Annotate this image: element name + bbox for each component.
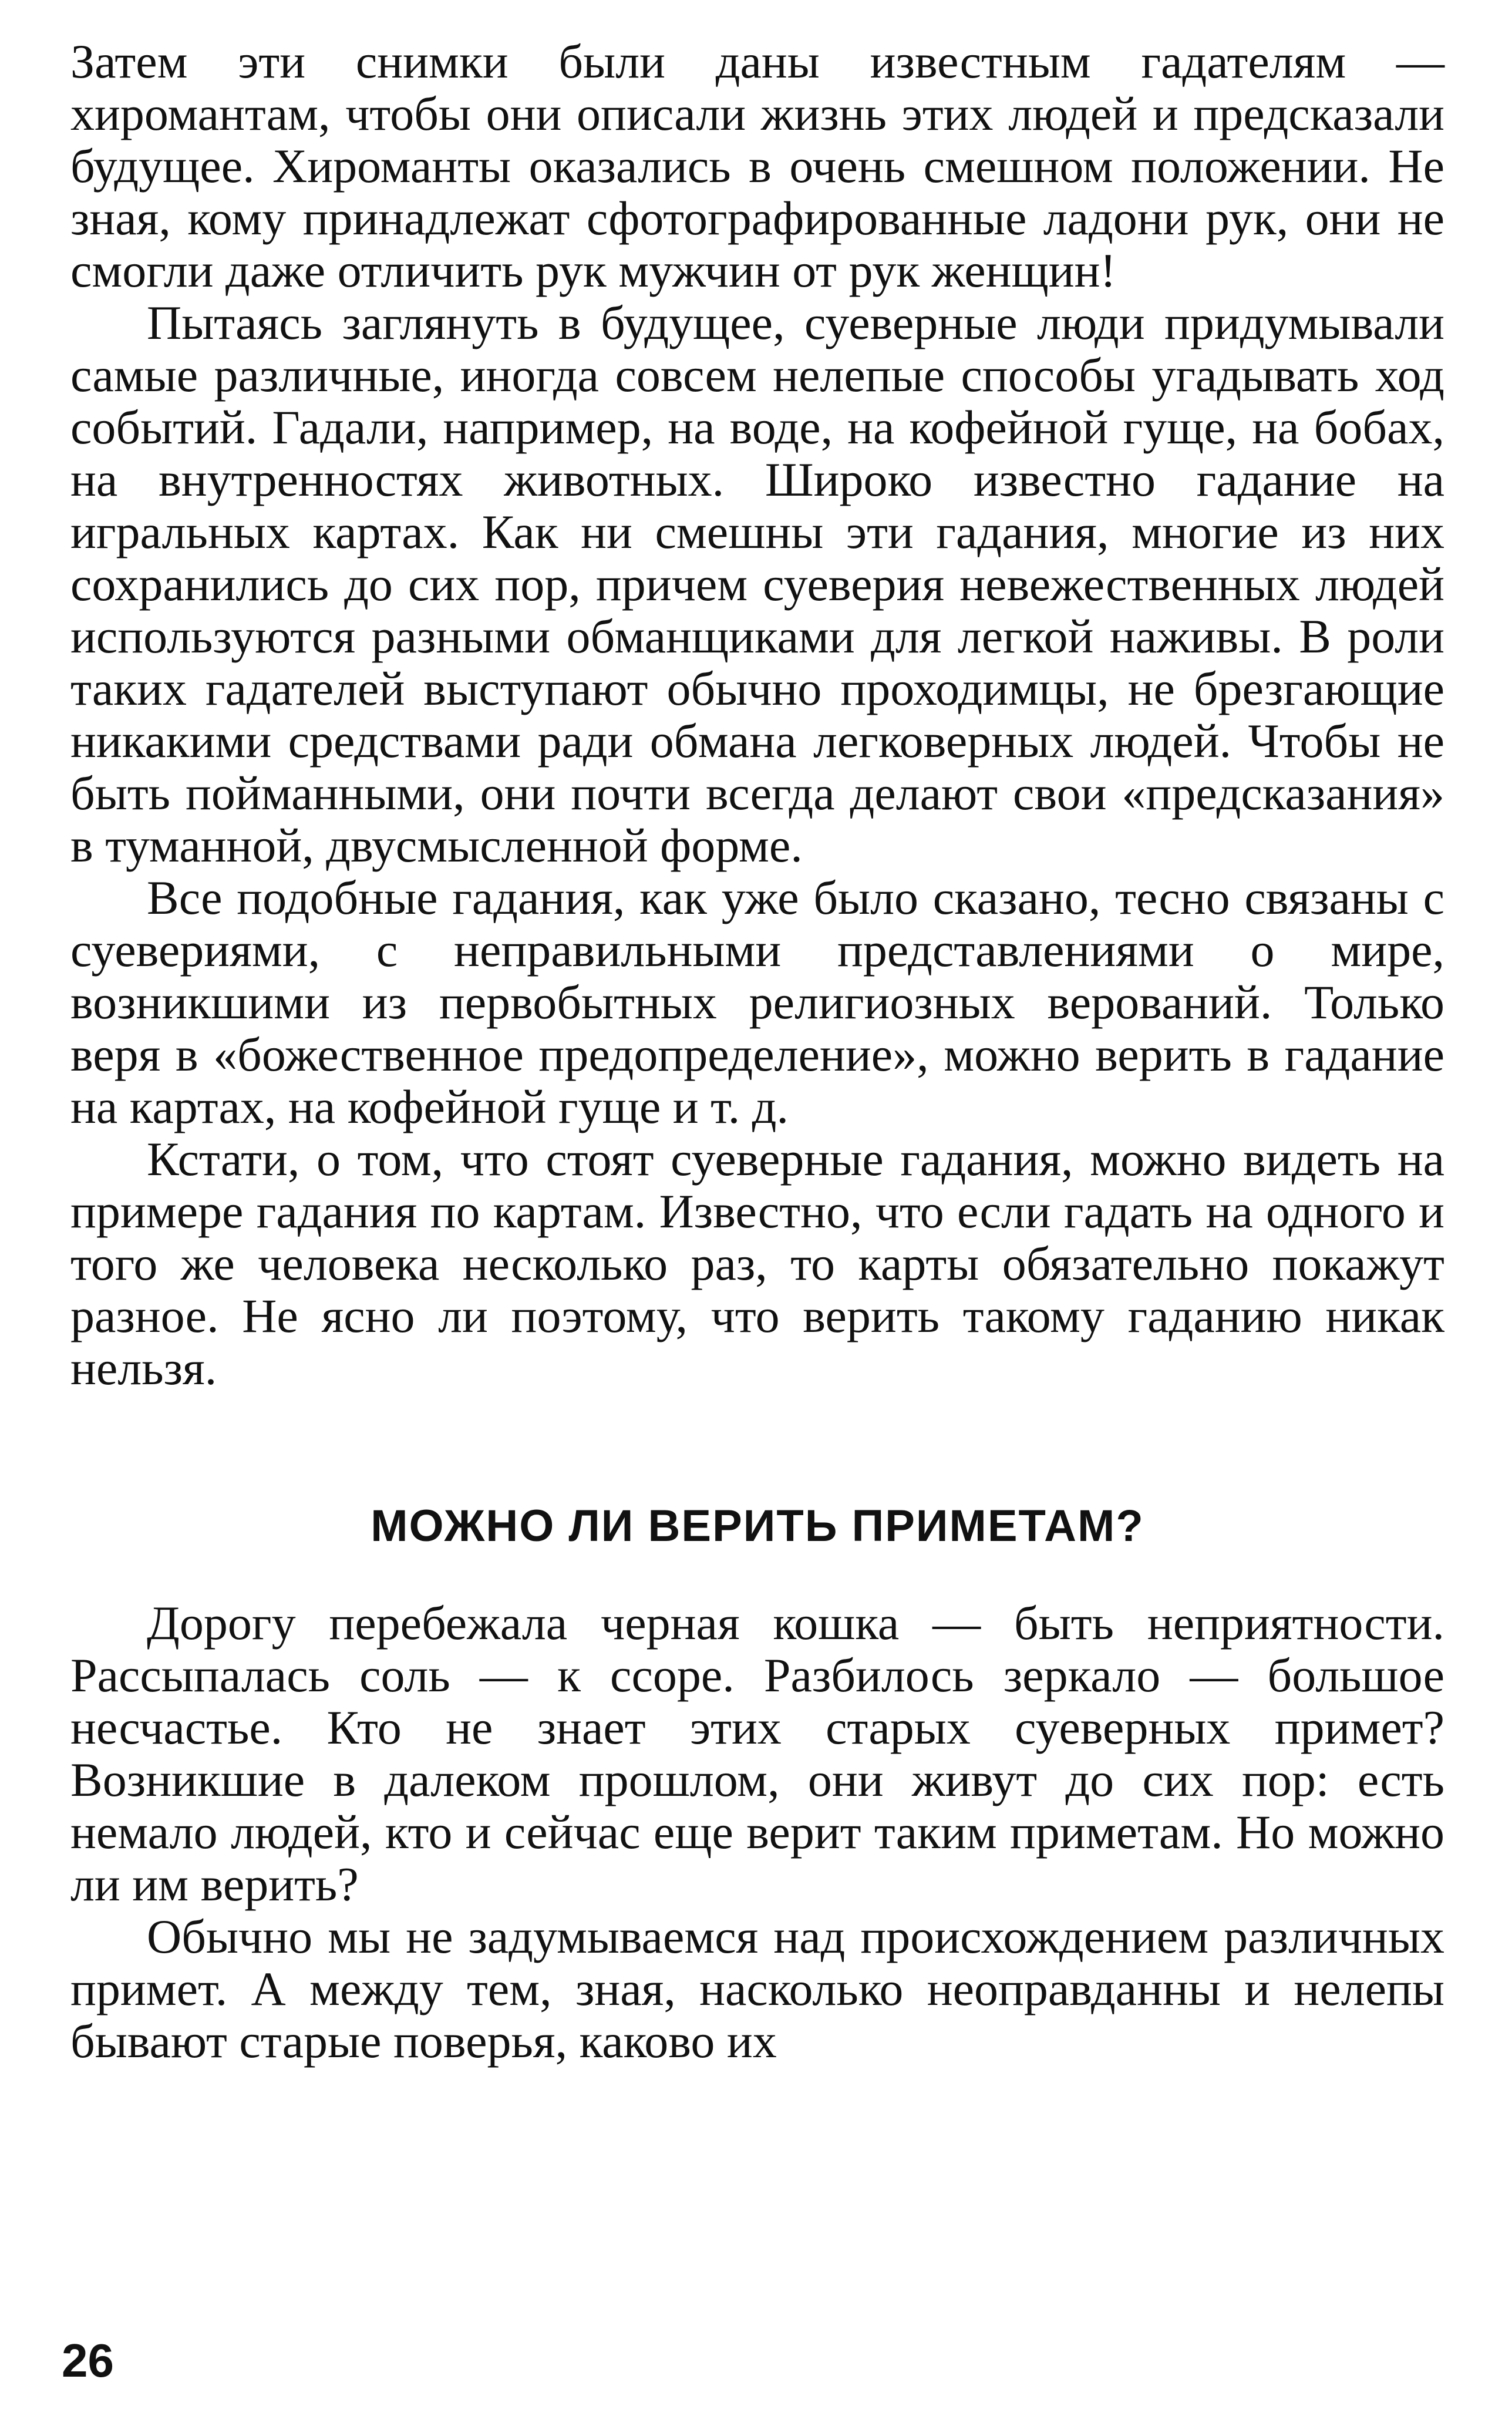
paragraph-3: Все подобные гадания, как уже было сказано, тесно связаны с суевериями, с неправильными представлениями о мире, возникшими из первобытных религиозных верований. Только веря в «божественное предопределение», можно верить в гадание на картах, на кофейной гуще и т. д. xyxy=(70,871,1444,1133)
section-heading: МОЖНО ЛИ ВЕРИТЬ ПРИМЕТАМ? xyxy=(371,1501,1144,1551)
paragraph-6: Обычно мы не задумываемся над происхождением различных примет. А между тем, зная, насколько неоправданны и нелепы бывают старые поверья, каково их xyxy=(70,1910,1444,2068)
paragraph-5: Дорогу перебежала черная кошка — быть неприятности. Рассыпалась соль — к ссоре. Разбилось зеркало — большое несчастье. Кто не знает этих старых суеверных примет? Возникшие в далеком прошлом, они живут до сих пор: есть немало людей, кто и сейчас еще верит таким приметам. Но можно ли им верить? xyxy=(70,1596,1444,1911)
page-number: 26 xyxy=(62,2334,114,2387)
paragraph-1: Затем эти снимки были даны известным гадателям — хиромантам, чтобы они описали жизнь этих людей и предсказали будущее. Хироманты оказались в очень смешном положении. Не зная, кому принадлежат сфотографированные ладони рук, они не смогли даже отличить рук мужчин от рук женщин! xyxy=(70,35,1444,297)
paragraph-2: Пытаясь заглянуть в будущее, суеверные люди придумывали самые различные, иногда совсем нелепые способы угадывать ход событий. Гадали, например, на воде, на кофейной гуще, на бобах, на внутренностях животных. Широко известно гадание на игральных картах. Как ни смешны эти гадания, многие из них сохранились до сих пор, причем суеверия невежественных людей используются разными обманщиками для легкой наживы. В роли таких гадателей выступают обычно проходимцы, не брезгающие никакими средствами ради обмана легковерных людей. Чтобы не быть пойманными, они почти всегда делают свои «предсказания» в туманной, двусмысленной форме. xyxy=(70,296,1444,872)
paragraph-4: Кстати, о том, что стоят суеверные гадания, можно видеть на примере гадания по картам. Известно, что если гадать на одного и того же человека несколько раз, то карты обязательно покажут разное. Не ясно ли поэтому, что верить такому гаданию никак нельзя. xyxy=(70,1132,1444,1395)
page-body xyxy=(70,35,1444,2067)
